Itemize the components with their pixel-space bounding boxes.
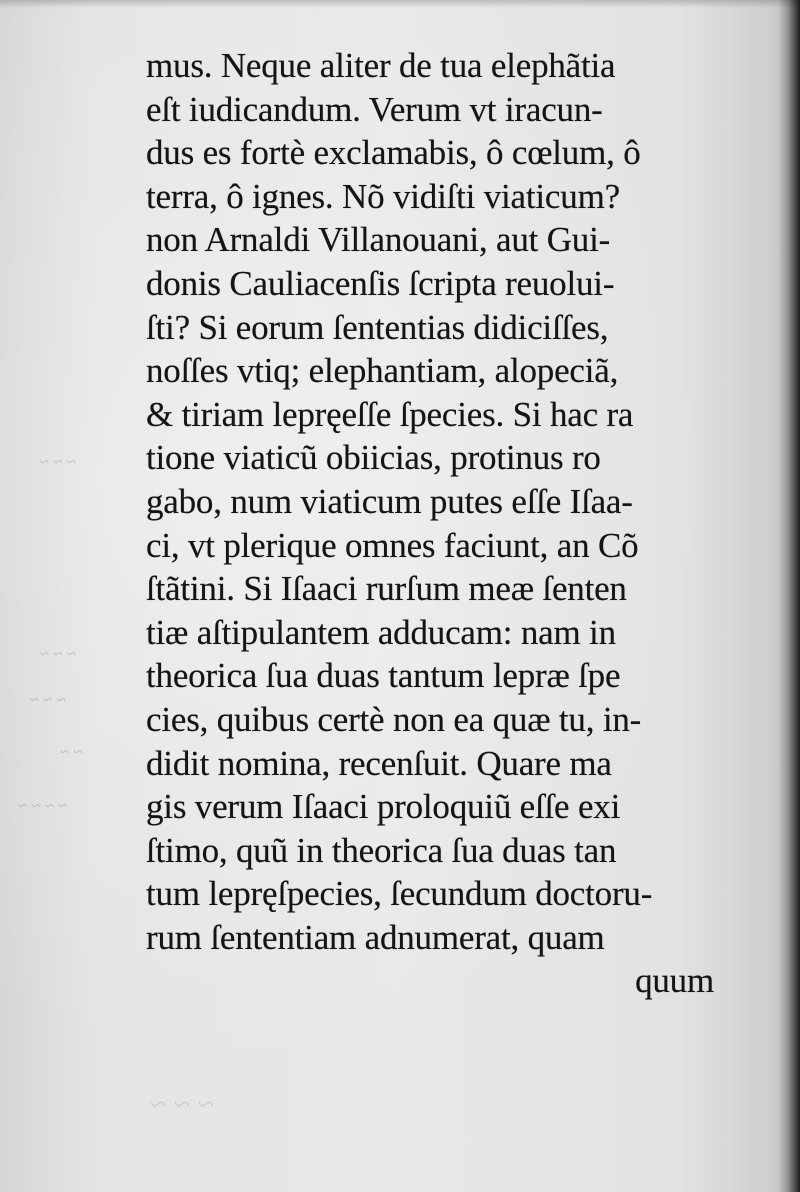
text-line: non Arnaldi Villanouani, aut Gui- — [146, 220, 611, 260]
text-line: gabo, num viaticum putes eſſe Iſaa- — [146, 481, 633, 521]
latin-text-body — [146, 44, 726, 1003]
text-line: noſſes vtiq; elephantiam, alopeciã, — [146, 351, 619, 391]
bleed-mark: ~ ~ ~ — [40, 452, 77, 471]
text-line: ſtãtini. Si Iſaaci rurſum meæ ſenten — [146, 569, 627, 609]
bleed-mark: ~ ~ ~ — [40, 644, 77, 663]
text-line: didit nomina, recenſuit. Quare ma — [146, 743, 612, 783]
page-edge-shadow — [778, 0, 800, 1192]
bleed-mark: ~ ~ ~ — [150, 1088, 214, 1121]
text-line: ci, vt plerique omnes faciunt, an Cõ — [146, 525, 639, 565]
text-line: ſti? Si eorum ſententias didiciſſes, — [146, 307, 609, 347]
text-line: tione viaticũ obiicias, protinus ro — [146, 438, 601, 478]
text-line: donis Cauliacenſis ſcripta reuolui- — [146, 263, 615, 303]
text-line: theorica ſua duas tantum lepræ ſpe — [146, 656, 621, 696]
text-line: eſt iudicandum. Verum vt iracun- — [146, 89, 603, 129]
text-line: rum ſententiam adnumerat, quam — [146, 917, 605, 957]
text-line: gis verum Iſaaci proloquiũ eſſe exi — [146, 787, 621, 827]
text-line: mus. Neque aliter de tua elephãtia — [146, 46, 616, 85]
text-line: dus es fortè exclamabis, ô cœlum, ô — [146, 133, 641, 173]
text-line: tiæ aſtipulantem adducam: nam in — [146, 612, 616, 652]
text-line: & tiriam lepręeſſe ſpecies. Si hac ra — [146, 394, 634, 434]
text-line: ſtimo, quũ in theorica ſua duas tan — [146, 830, 617, 870]
bleed-mark: ~ ~ ~ — [30, 690, 67, 709]
text-line: cies, quibus certè non ea quæ tu, in- — [146, 699, 642, 739]
page-top-shadow — [0, 0, 800, 8]
text-line: terra, ô ignes. Nõ vidiſti viaticum? — [146, 176, 620, 216]
bleed-mark: ~ ~ — [60, 742, 83, 761]
catchword: quum — [635, 961, 714, 1001]
text-line: tum lepręſpecies, ſecundum doctoru- — [146, 874, 653, 914]
bleed-mark: ~ ~ ~ ~ — [18, 796, 68, 815]
